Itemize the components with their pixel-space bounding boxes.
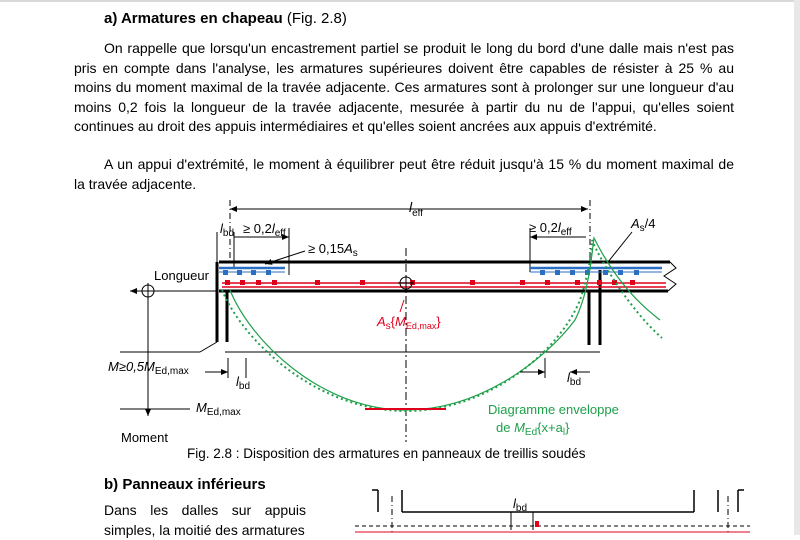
as-quarter-label: $A_s/4$ [631, 216, 656, 234]
half-moment-label: $M\ge 0,5M_{Ed,max}$ [108, 359, 189, 377]
section-a-title: a) Armatures en chapeau [104, 10, 283, 27]
envelope-label-2: de $M_{Ed}\{x+a_l\}$ [496, 420, 570, 438]
moment-axis-label: Moment [121, 430, 168, 445]
paragraph-1: On rappelle que lorsqu'un encastrement partiel se produit le long du bord d'une dalle mais n'est pas pris en compte dans l'analyse, les armatures supérieures doivent être capables de résister à 25 % au moins du moment maximal de la travée adjacente. Ces armatures sont à prolonger sur une longueur d'au moins 0,2 fois la longueur de la travée adjacente, mesurée à partir du nu de l'appui, qu'elles soient continues au droit des appuis intermédiaires et qu'elles soient ancrées aux appuis d'extrémité. [74, 40, 734, 134]
length-axis-label: Longueur [154, 268, 209, 283]
moment-diagram [230, 238, 660, 410]
paragraph-2: A un appui d'extrémité, le moment à équilibrer peut être réduit jusqu'à 15 % du moment maximal de la travée adjacente. [74, 156, 734, 192]
envelope-diagram [222, 240, 662, 411]
lbd-label-bottom-right: $l_{bd}$ [567, 370, 582, 388]
lbd-label-bottom-left: $l_{bd}$ [236, 374, 251, 392]
envelope-label-1: Diagramme enveloppe [488, 402, 619, 417]
min-area-label: ≥ $0,15A_s$ [308, 241, 358, 259]
leff-label: $l_{eff}$ [409, 199, 424, 219]
figure-caption: Fig. 2.8 : Disposition des armatures en panneaux de treillis soudés [187, 446, 586, 461]
paragraph-3: Dans les dalles sur appuis simples, la moitié des armatures [104, 502, 306, 538]
min-length-left-label: ≥ $0,2l_{eff}$ [243, 221, 286, 239]
section-b-heading: b) Panneaux inférieurs [104, 476, 266, 493]
lbd-label-top-left: $l_{bd}$ [220, 221, 235, 239]
min-length-right-label: ≥ $0,2l_{eff}$ [529, 220, 572, 238]
lbd-label-section-b: $l_{bd}$ [513, 496, 528, 514]
as-med-label: $A_s\{M_{Ed,max}\}$ [377, 314, 441, 332]
section-a-figure-ref: (Fig. 2.8) [286, 10, 347, 27]
max-moment-label: $M_{Ed,max}$ [196, 400, 241, 418]
